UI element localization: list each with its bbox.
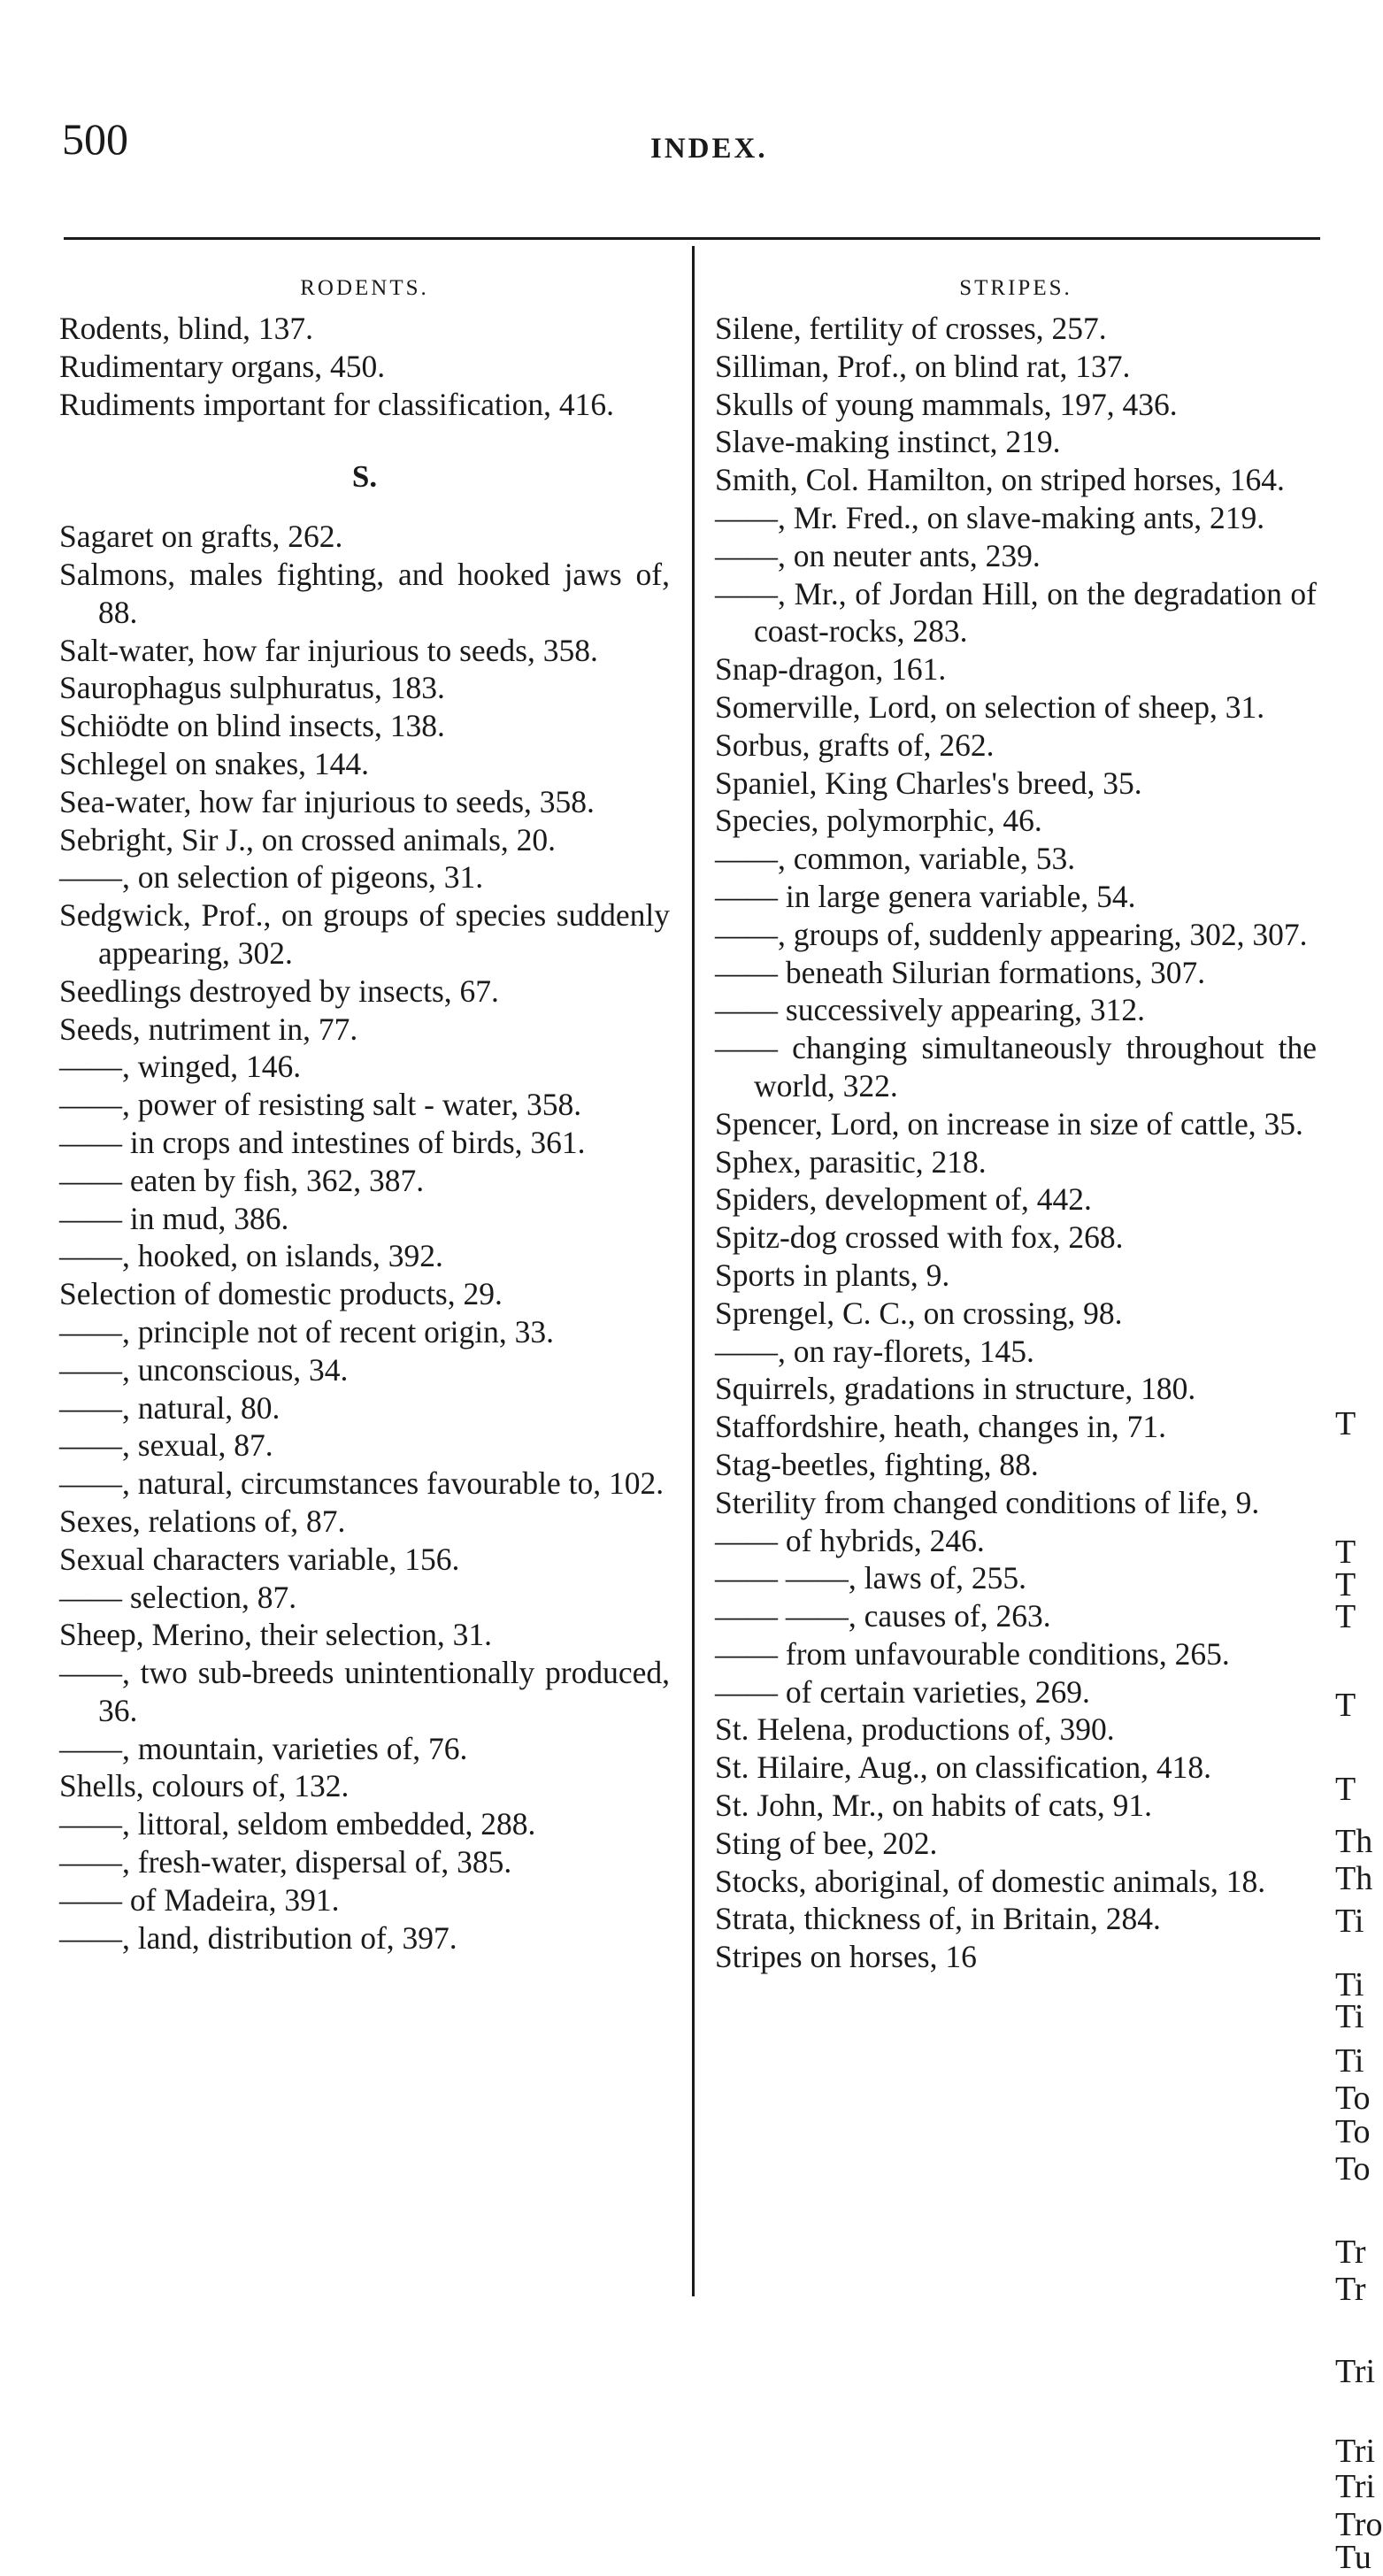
index-entry: ——, on selection of pigeons, 31.: [59, 859, 484, 896]
section-letter: S.: [351, 459, 378, 495]
index-entry: Saurophagus sulphuratus, 183.: [59, 670, 445, 706]
index-entry: ——, two sub-breeds unintentionally produced, 36.: [59, 1655, 670, 1728]
index-entry: ——, winged, 146.: [59, 1049, 302, 1085]
adjacent-page-letter: To: [1335, 2150, 1371, 2188]
index-entry: ——, land, distribution of, 397.: [59, 1919, 457, 1956]
adjacent-page-letter: Tr: [1335, 2271, 1366, 2308]
adjacent-page-letter: To: [1335, 2080, 1371, 2117]
index-entry: Sprengel, C. C., on crossing, 98.: [715, 1295, 1123, 1331]
index-entry: Stripes on horses, 16: [715, 1939, 977, 1975]
index-entry: Shells, colours of, 132.: [59, 1768, 350, 1804]
index-entry: ——, natural, circumstances favourable to, 102.: [59, 1465, 665, 1502]
index-entry: Sexual characters variable, 156.: [59, 1541, 460, 1577]
adjacent-page-letter: T: [1335, 1771, 1356, 1808]
page-number: 500: [62, 114, 128, 164]
index-entry: Salt-water, how far injurious to seeds, 358.: [59, 632, 598, 668]
adjacent-page-letter: Ti: [1335, 1998, 1364, 2035]
adjacent-page-letter: Tri: [1335, 2468, 1376, 2505]
left-column: [59, 262, 670, 1957]
index-entry: Stocks, aboriginal, of domestic animals, 18.: [715, 1863, 1266, 1899]
index-entry: ——, power of resisting salt - water, 358.: [59, 1087, 582, 1123]
index-entry: ——, principle not of recent origin, 33.: [59, 1313, 554, 1350]
adjacent-page-letter: Tr: [1335, 2234, 1366, 2271]
index-entry: Sports in plants, 9.: [715, 1257, 950, 1293]
index-entry: Spencer, Lord, on increase in size of cattle, 35.: [715, 1105, 1303, 1142]
left-entries-before-section: [59, 310, 670, 423]
adjacent-page-letter: Th: [1335, 1860, 1373, 1897]
right-column: [715, 262, 1317, 1976]
index-entry: Rudimentary organs, 450.: [59, 348, 386, 384]
adjacent-page-letter: T: [1335, 1598, 1356, 1635]
index-entry: Skulls of young mammals, 197, 436.: [715, 386, 1178, 422]
index-entry: Slave-making instinct, 219.: [715, 424, 1061, 460]
index-entry: ——, littoral, seldom embedded, 288.: [59, 1806, 536, 1842]
index-entry: ——, unconscious, 34.: [59, 1351, 349, 1388]
index-entry: Squirrels, gradations in structure, 180.: [715, 1371, 1196, 1407]
index-entry: Salmons, males fighting, and hooked jaws of, 88.: [59, 556, 670, 630]
index-entry: Sea-water, how far injurious to seeds, 358.: [59, 783, 595, 819]
index-entry: Silene, fertility of crosses, 257.: [715, 311, 1107, 346]
index-entry: Sagaret on grafts, 262.: [59, 519, 343, 555]
adjacent-page-letter: Tu: [1335, 2539, 1371, 2576]
index-entry: Smith, Col. Hamilton, on striped horses, 164.: [715, 462, 1285, 498]
page-title: INDEX.: [650, 133, 768, 165]
column-divider: [692, 246, 695, 2296]
index-entry: Rodents, blind, 137.: [59, 311, 313, 346]
index-entry: St. Hilaire, Aug., on classification, 418.: [715, 1749, 1212, 1786]
index-entry: ——, Mr., of Jordan Hill, on the degradation of coast-rocks, 283.: [715, 575, 1317, 650]
index-entry: ——, sexual, 87.: [59, 1427, 273, 1464]
index-entry: ——, on ray-florets, 145.: [715, 1333, 1034, 1369]
index-entry: Rudiments important for classification, 416.: [59, 386, 615, 422]
index-entry: ——, hooked, on islands, 392.: [59, 1238, 443, 1274]
adjacent-page-letter: Tro: [1335, 2506, 1383, 2543]
index-entry: Species, polymorphic, 46.: [715, 803, 1042, 839]
index-entry: ——, on neuter ants, 239.: [715, 537, 1041, 573]
header-rule: [64, 237, 1320, 240]
index-entry: Staffordshire, heath, changes in, 71.: [715, 1409, 1167, 1445]
adjacent-page-letter: Tri: [1335, 2353, 1376, 2390]
index-entry: Strata, thickness of, in Britain, 284.: [715, 1901, 1161, 1937]
index-entry: —— eaten by fish, 362, 387.: [59, 1162, 425, 1198]
index-entry: —— of Madeira, 391.: [59, 1881, 340, 1918]
index-entry: Sheep, Merino, their selection, 31.: [59, 1617, 492, 1653]
adjacent-page-letter: Tri: [1335, 2433, 1376, 2470]
index-entry: Sexes, relations of, 87.: [59, 1503, 346, 1539]
index-entry: Sorbus, grafts of, 262.: [715, 727, 995, 763]
index-entry: Sebright, Sir J., on crossed animals, 20.: [59, 821, 557, 857]
index-entry: —— changing simultaneously throughout the world, 322.: [715, 1030, 1317, 1103]
index-entry: ——, Mr. Fred., on slave-making ants, 219.: [715, 499, 1265, 535]
index-entry: —— in large genera variable, 54.: [715, 878, 1136, 914]
index-entry: —— in crops and intestines of birds, 361.: [59, 1124, 586, 1160]
index-entry: —— ——, laws of, 255.: [715, 1560, 1027, 1596]
adjacent-page-letter: Ti: [1335, 1903, 1364, 1940]
index-entry: Somerville, Lord, on selection of sheep, 31.: [715, 688, 1265, 725]
adjacent-page-edge: [1332, 177, 1383, 2576]
index-entry: Silliman, Prof., on blind rat, 137.: [715, 348, 1131, 384]
index-entry: Sedgwick, Prof., on groups of species suddenly appearing, 302.: [59, 897, 670, 971]
index-entry: Selection of domestic products, 29.: [59, 1276, 503, 1312]
index-entry: Sterility from changed conditions of life, 9.: [715, 1484, 1260, 1520]
adjacent-page-letter: T: [1335, 1566, 1356, 1603]
index-entry: Spiders, development of, 442.: [715, 1181, 1092, 1218]
index-entry: Seeds, nutriment in, 77.: [59, 1011, 358, 1047]
index-entry: Spaniel, King Charles's breed, 35.: [715, 765, 1142, 801]
index-entry: Sting of bee, 202.: [715, 1825, 938, 1861]
index-entry: Schiödte on blind insects, 138.: [59, 708, 445, 744]
index-entry: —— successively appearing, 312.: [715, 992, 1146, 1028]
adjacent-page-letter: Ti: [1335, 2042, 1364, 2080]
index-entry: St. John, Mr., on habits of cats, 91.: [715, 1788, 1153, 1824]
index-entry: —— ——, causes of, 263.: [715, 1598, 1051, 1634]
index-entry: —— selection, 87.: [59, 1579, 297, 1615]
index-entry: —— beneath Silurian formations, 307.: [715, 954, 1206, 990]
index-entry: —— from unfavourable conditions, 265.: [715, 1635, 1230, 1672]
index-entry: Spitz-dog crossed with fox, 268.: [715, 1219, 1124, 1256]
adjacent-page-letter: Ti: [1335, 1966, 1364, 2003]
adjacent-page-letter: T: [1335, 1405, 1356, 1442]
adjacent-page-letter: To: [1335, 2113, 1371, 2150]
index-entry: —— in mud, 386.: [59, 1200, 289, 1236]
index-entry: ——, mountain, varieties of, 76.: [59, 1730, 468, 1766]
index-entry: ——, groups of, suddenly appearing, 302, 307.: [715, 916, 1308, 952]
index-entry: Sphex, parasitic, 218.: [715, 1143, 987, 1180]
adjacent-page-letter: T: [1335, 1534, 1356, 1571]
adjacent-page-letter: Th: [1335, 1823, 1373, 1860]
index-entry: —— of hybrids, 246.: [715, 1522, 985, 1558]
index-entry: ——, fresh-water, dispersal of, 385.: [59, 1844, 512, 1880]
right-running-head: STRIPES.: [959, 276, 1072, 300]
index-entry: Schlegel on snakes, 144.: [59, 745, 370, 781]
index-entry: Seedlings destroyed by insects, 67.: [59, 973, 499, 1009]
index-entry: Stag-beetles, fighting, 88.: [715, 1446, 1039, 1482]
index-entry: St. Helena, productions of, 390.: [715, 1711, 1115, 1748]
index-entry: ——, natural, 80.: [59, 1389, 280, 1426]
left-entries-after-section: [59, 518, 670, 1957]
left-running-head: RODENTS.: [300, 276, 429, 300]
adjacent-page-letter: T: [1335, 1687, 1356, 1724]
index-entry: —— of certain varieties, 269.: [715, 1673, 1090, 1710]
right-entries: [715, 310, 1317, 1976]
index-entry: ——, common, variable, 53.: [715, 841, 1076, 877]
index-entry: Snap-dragon, 161.: [715, 651, 947, 688]
